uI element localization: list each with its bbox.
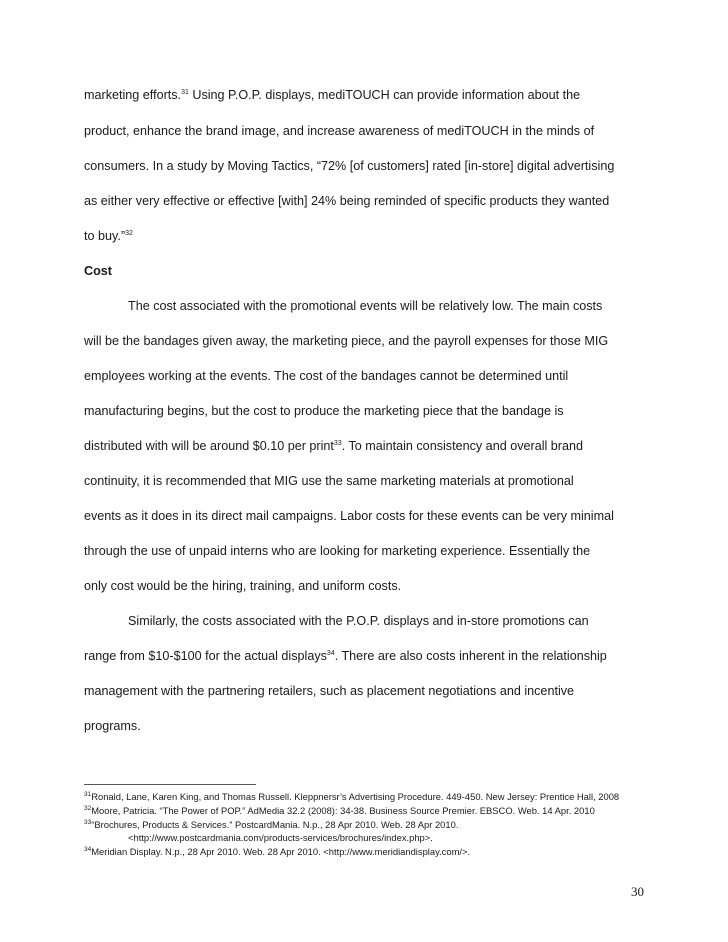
body-line [84, 87, 664, 103]
body-line [84, 648, 664, 664]
body-line: through the use of unpaid interns who are looking for marketing experience. Essentially the [84, 544, 591, 558]
footnote-number: 31 [84, 790, 92, 798]
body-line: will be the bandages given away, the marketing piece, and the payroll expenses for those MIG [84, 334, 609, 348]
text-run: to buy.” [84, 229, 126, 243]
text-run: . To maintain consistency and overall brand [341, 439, 584, 453]
body-line: employees working at the events. The cost of the bandages cannot be determined until [84, 369, 569, 383]
footnote-separator [84, 784, 256, 785]
footnote-ref: 32 [125, 229, 133, 237]
footnote-continuation: <http://www.postcardmania.com/products-services/brochures/index.php>. [128, 832, 433, 843]
body-line: events as it does in its direct mail campaigns. Labor costs for these events can be very minimal [84, 509, 614, 523]
body-line: The cost associated with the promotional events will be relatively low. The main costs [128, 299, 603, 313]
footnote-ref: 33 [333, 439, 342, 447]
footnote-ref: 34 [326, 649, 335, 657]
footnote-ref: 31 [181, 88, 189, 96]
section-heading: Cost [84, 264, 112, 278]
footnote [84, 791, 684, 803]
body-line: programs. [84, 719, 141, 733]
body-line: Similarly, the costs associated with the P.O.P. displays and in-store promotions can [128, 614, 589, 628]
footnote-text: Moore, Patricia. “The Power of POP.” AdMedia 32.2 (2008): 34-38. Business Source Premier. EBSCO. Web. 14 Apr. 2010 [91, 805, 595, 816]
body-line: only cost would be the hiring, training, and uniform costs. [84, 579, 402, 593]
body-line: continuity, it is recommended that MIG use the same marketing materials at promotional [84, 474, 574, 488]
footnote-number: 34 [84, 845, 92, 853]
footnote-number: 33 [84, 818, 92, 826]
text-run: . There are also costs inherent in the relationship [334, 649, 607, 663]
footnote-text: Meridian Display. N.p., 28 Apr 2010. Web. 28 Apr 2010. <http://www.meridiandisplay.com/>. [91, 846, 471, 857]
footnote [84, 805, 684, 817]
body-line [84, 438, 664, 454]
body-line [84, 228, 664, 244]
footnote [84, 819, 684, 831]
footnote-text: Ronald, Lane, Karen King, and Thomas Russell. Kleppnersr’s Advertising Procedure. 449-450. New Jersey: Prentice Hall, 2008 [91, 791, 620, 802]
text-run: range from $10-$100 for the actual displays [84, 649, 327, 663]
body-line: manufacturing begins, but the cost to produce the marketing piece that the bandage is [84, 404, 564, 418]
footnote [84, 846, 684, 858]
body-line: as either very effective or effective [with] 24% being reminded of specific products they wanted [84, 194, 610, 208]
footnote-number: 32 [84, 804, 92, 812]
page-number: 30 [631, 884, 644, 899]
body-line: consumers. In a study by Moving Tactics, “72% [of customers] rated [in-store] digital advertising [84, 159, 615, 173]
text-run: distributed with will be around $0.10 per print [84, 439, 334, 453]
text-run: Using P.O.P. displays, mediTOUCH can provide information about the [188, 88, 581, 102]
body-line: product, enhance the brand image, and increase awareness of mediTOUCH in the minds of [84, 124, 595, 138]
body-line: management with the partnering retailers, such as placement negotiations and incentive [84, 684, 575, 698]
text-run: marketing efforts. [84, 88, 182, 102]
footnote-text: “Brochures, Products & Services.” PostcardMania. N.p., 28 Apr 2010. Web. 28 Apr 2010. [91, 819, 459, 830]
